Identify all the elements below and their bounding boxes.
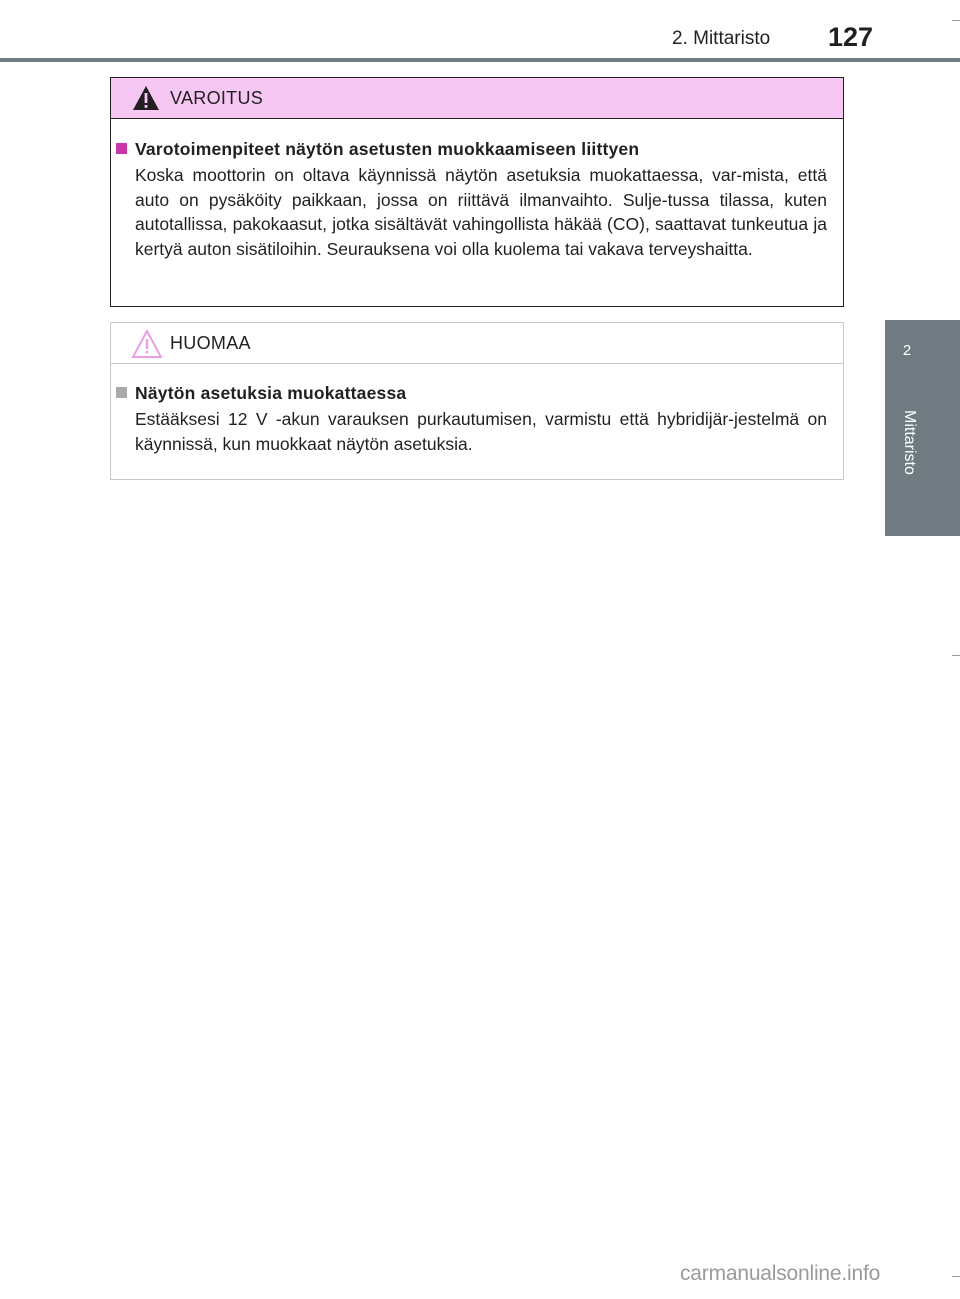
header-rule [0, 58, 960, 62]
page-number: 127 [828, 22, 874, 52]
notice-item [111, 382, 843, 456]
warning-item-body: Koska moottorin on oltava käynnissä näytön asetuksia muokattaessa, var-mista, että auto on pysäköity paikkaan, jossa on riittävä ilmanvaihto. Sulje-tussa tilassa, kuten autotallissa, pakokaasut, jotka sisältävät vahingollista häkää (CO), saattavat tunkeutua ja kertyä auton sisätiloihin. Seurauksena voi olla kuolema tai vakava terveyshaitta. [135, 165, 827, 259]
caution-triangle-outline-icon [131, 329, 163, 359]
crop-mark [952, 20, 960, 21]
warning-title: VAROITUS [170, 88, 264, 108]
notice-item-body: Estääksesi 12 V -akun varauksen purkautumisen, varmistu että hybridijär-jestelmä on käynnissä, kun muokkaat näytön asetuksia. [135, 409, 827, 454]
section-title: 2. Mittaristo [672, 28, 771, 49]
warning-triangle-icon [131, 84, 161, 112]
chapter-number: 2 [902, 342, 912, 359]
notice-title: HUOMAA [170, 333, 251, 353]
notice-item-heading [135, 382, 827, 404]
warning-header [111, 78, 843, 119]
warning-item [111, 138, 843, 261]
crop-mark [952, 655, 960, 656]
notice-item-heading-text: Näytön asetuksia muokattaessa [135, 383, 407, 403]
chapter-label: Mittaristo [901, 410, 918, 475]
notice-header [111, 323, 843, 364]
notice-box [110, 322, 844, 480]
bullet-square-icon [116, 143, 127, 154]
crop-mark [952, 1276, 960, 1277]
bullet-square-icon [116, 387, 127, 398]
warning-box [110, 77, 844, 307]
warning-item-heading-text: Varotoimenpiteet näytön asetusten muokkaamiseen liittyen [135, 139, 640, 159]
footer-watermark[interactable]: carmanualsonline.info [680, 1262, 881, 1285]
warning-item-heading [135, 138, 827, 160]
chapter-side-tab[interactable] [885, 320, 960, 536]
